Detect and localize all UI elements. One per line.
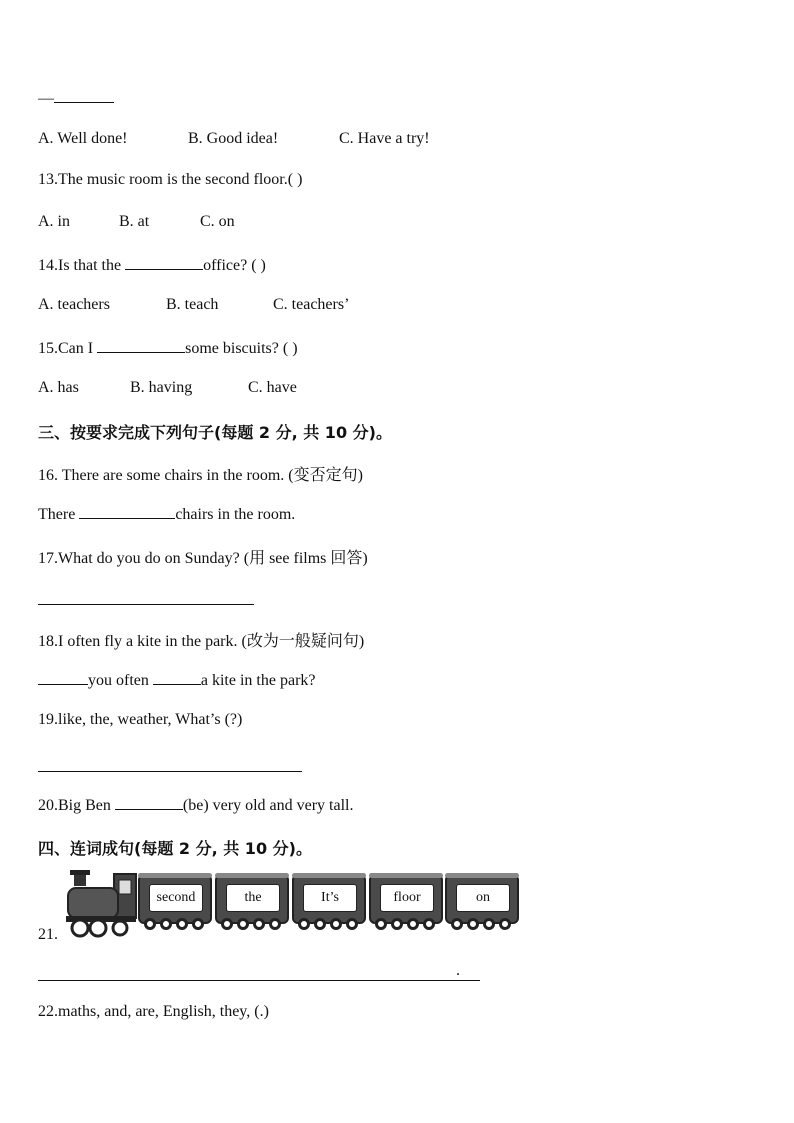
- q21-answer-line[interactable]: [38, 980, 480, 981]
- q18-blank-2[interactable]: [153, 670, 201, 685]
- train-car-5: [445, 874, 519, 924]
- q15-blank[interactable]: [97, 338, 185, 353]
- q12-prompt: —: [38, 88, 114, 108]
- word-card[interactable]: on: [456, 884, 510, 912]
- q18-answer: you often a kite in the park?: [38, 670, 316, 690]
- q12-option-a[interactable]: A. Well done!: [38, 130, 128, 147]
- word-card[interactable]: the: [226, 884, 280, 912]
- q13-text: 13.The music room is the second floor.( ): [38, 171, 303, 188]
- q13-options: [38, 213, 235, 231]
- q13-option-c[interactable]: C. on: [200, 213, 235, 230]
- q17-answer-line[interactable]: [38, 604, 254, 605]
- q13-option-a[interactable]: A. in: [38, 213, 70, 230]
- q15-option-b[interactable]: B. having: [130, 379, 193, 396]
- q16-text: 16. There are some chairs in the room. (变否定句): [38, 467, 363, 484]
- train-car-3: [292, 874, 366, 924]
- q12-blank[interactable]: [54, 88, 114, 103]
- q19-text: 19.like, the, weather, What’s (?): [38, 711, 243, 728]
- q15-option-c[interactable]: C. have: [248, 379, 297, 396]
- train-car-2: [215, 874, 289, 924]
- q15-options: [38, 379, 297, 397]
- q14-blank[interactable]: [125, 255, 203, 270]
- q14-option-c[interactable]: C. teachers’: [273, 296, 350, 313]
- word-card[interactable]: It’s: [303, 884, 357, 912]
- q21-number: 21.: [38, 926, 58, 943]
- q22-text: 22.maths, and, are, English, they, (.): [38, 1003, 269, 1020]
- q16-blank[interactable]: [79, 504, 175, 519]
- q14-text: 14.Is that the office? ( ): [38, 257, 266, 274]
- q14-option-a[interactable]: A. teachers: [38, 296, 110, 313]
- q16-answer: There chairs in the room.: [38, 506, 296, 523]
- q12-options: [38, 130, 430, 148]
- q18-blank-1[interactable]: [38, 670, 88, 685]
- train-car-4: [369, 874, 443, 924]
- q21-period: .: [456, 962, 460, 979]
- q20-blank[interactable]: [115, 795, 183, 810]
- q15-option-a[interactable]: A. has: [38, 379, 79, 396]
- section-3-heading: 三、按要求完成下列句子(每题 2 分, 共 10 分)。: [38, 423, 392, 442]
- train-car-1: [138, 874, 212, 924]
- word-card[interactable]: floor: [380, 884, 434, 912]
- q14-options: [38, 296, 349, 314]
- q12-option-b[interactable]: B. Good idea!: [188, 130, 279, 147]
- q13-option-b[interactable]: B. at: [119, 213, 150, 230]
- q12-option-c[interactable]: C. Have a try!: [339, 130, 430, 147]
- q17-text: 17.What do you do on Sunday? (用 see films 回答): [38, 550, 368, 567]
- q18-text: 18.I often fly a kite in the park. (改为一般疑问句): [38, 633, 365, 650]
- word-card[interactable]: second: [149, 884, 203, 912]
- section-4-heading: 四、连词成句(每题 2 分, 共 10 分)。: [38, 839, 312, 858]
- q15-text: 15.Can I some biscuits? ( ): [38, 340, 298, 357]
- q20-text: 20.Big Ben (be) very old and very tall.: [38, 797, 354, 814]
- q19-answer-line[interactable]: [38, 771, 302, 772]
- q14-option-b[interactable]: B. teach: [166, 296, 219, 313]
- locomotive-icon: [64, 870, 138, 940]
